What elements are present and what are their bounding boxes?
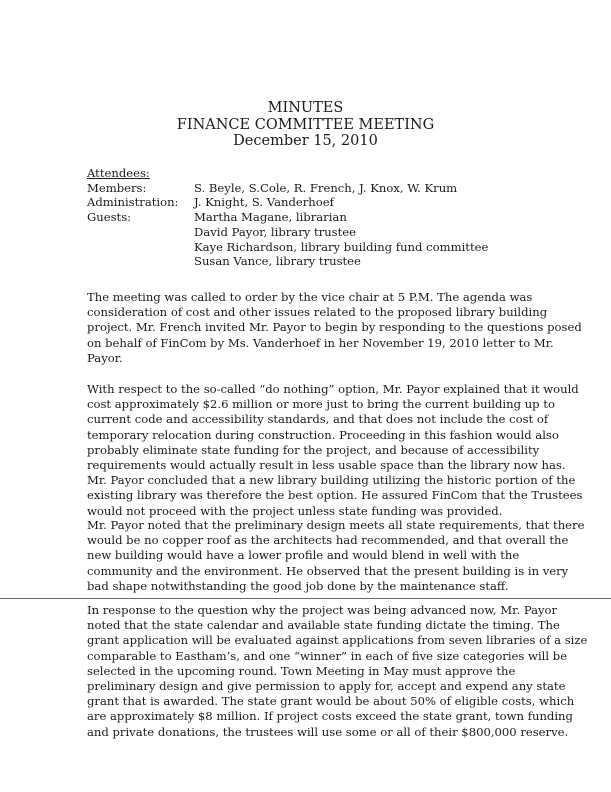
paragraph-line: comparable to Eastham’s, and one “winner” in each of five size categories will be bbox=[87, 648, 568, 663]
attendees-label: Members: bbox=[87, 180, 147, 195]
paragraph-line: temporary relocation during construction. Proceeding in this fashion would also bbox=[87, 427, 559, 442]
attendee-name: Susan Vance, library trustee bbox=[194, 254, 361, 269]
paragraph-preliminary-design bbox=[87, 518, 592, 594]
paragraph-call-to-order bbox=[87, 290, 592, 366]
paragraph-line: new building would have a lower profile and would blend in well with the bbox=[87, 548, 520, 563]
attendees-heading: Attendees: bbox=[87, 166, 150, 180]
paragraph-line: on behalf of FinCom by Ms. Vanderhoef in her November 19, 2010 letter to Mr. bbox=[87, 335, 554, 350]
paragraph-line: preliminary design and give permission to apply for, accept and expend any state bbox=[87, 679, 566, 694]
attendees-label: Guests: bbox=[87, 210, 132, 225]
paragraph-line: In response to the question why the project was being advanced now, Mr. Payor bbox=[87, 603, 558, 617]
paragraph-line: noted that the state calendar and available state funding dictate the timing. The bbox=[87, 618, 560, 633]
paragraph-line: community and the environment. He observed that the present building is in very bbox=[87, 563, 569, 578]
paragraph-line: grant application will be evaluated against applications from seven libraries of a size bbox=[87, 633, 588, 648]
attendees-label: Administration: bbox=[87, 195, 179, 210]
paragraph-line: would be no copper roof as the architects had recommended, and that overall the bbox=[87, 533, 569, 548]
title-date: December 15, 2010 bbox=[233, 133, 378, 149]
title-committee: FINANCE COMMITTEE MEETING bbox=[176, 116, 435, 133]
attendee-name: David Payor, library trustee bbox=[194, 224, 357, 239]
attendees-names bbox=[194, 210, 488, 269]
paragraph-line: consideration of cost and other issues related to the proposed library building bbox=[87, 305, 548, 320]
paragraph-line: selected in the upcoming round. Town Meeting in May must approve the bbox=[87, 663, 516, 678]
attendees-row-members bbox=[87, 181, 488, 196]
paragraph-line: Mr. Payor concluded that a new library building utilizing the historic portion of the bbox=[87, 473, 576, 488]
paragraph-do-nothing-option bbox=[87, 382, 592, 519]
attendee-name: J. Knight, S. Vanderhoef bbox=[194, 195, 334, 210]
attendee-name: S. Beyle, S.Cole, R. French, J. Knox, W. Krum bbox=[194, 180, 458, 195]
paragraph-line: probably eliminate state funding for the project, and because of accessibility bbox=[87, 442, 540, 457]
paragraph-line: The meeting was called to order by the vice chair at 5 P.M. The agenda was bbox=[87, 290, 533, 304]
paragraph-project-timing bbox=[87, 603, 592, 740]
paragraph-line: Payor. bbox=[87, 350, 123, 365]
paragraph-line: bad shape notwithstanding the good job done by the maintenance staff. bbox=[87, 578, 509, 593]
attendees-row-guests bbox=[87, 210, 488, 269]
title-minutes: MINUTES bbox=[267, 100, 344, 116]
document-title bbox=[0, 100, 611, 150]
paragraph-line: cost approximately $2.6 million or more just to bring the current building up to bbox=[87, 397, 555, 412]
scan-fold-line bbox=[0, 598, 611, 599]
attendee-name: Kaye Richardson, library building fund committee bbox=[194, 239, 489, 254]
paragraph-line: current code and accessibility standards, and that does not include the cost of bbox=[87, 412, 549, 427]
attendees-section bbox=[87, 166, 488, 269]
attendees-row-administration bbox=[87, 195, 488, 210]
paragraph-line: project. Mr. French invited Mr. Payor to begin by responding to the questions posed bbox=[87, 320, 582, 335]
paragraph-line: existing library was therefore the best option. He assured FinCom that the Trustees bbox=[87, 488, 583, 503]
attendees-names bbox=[194, 195, 334, 210]
paragraph-line: would not proceed with the project unless state funding was provided. bbox=[87, 503, 503, 518]
paragraph-line: grant that is awarded. The state grant would be about 50% of eligible costs, which bbox=[87, 694, 575, 709]
paragraph-line: Mr. Payor noted that the preliminary design meets all state requirements, that there bbox=[87, 518, 585, 532]
attendee-name: Martha Magane, librarian bbox=[194, 210, 347, 225]
paragraph-line: and private donations, the trustees will use some or all of their $800,000 reserve. bbox=[87, 724, 569, 739]
paragraph-line: requirements would actually result in less usable space than the library now has. bbox=[87, 458, 566, 473]
attendees-names bbox=[194, 181, 457, 196]
paragraph-line: With respect to the so-called “do nothing” option, Mr. Payor explained that it would bbox=[87, 382, 579, 396]
paragraph-line: are approximately $8 million. If project costs exceed the state grant, town funding bbox=[87, 709, 573, 724]
